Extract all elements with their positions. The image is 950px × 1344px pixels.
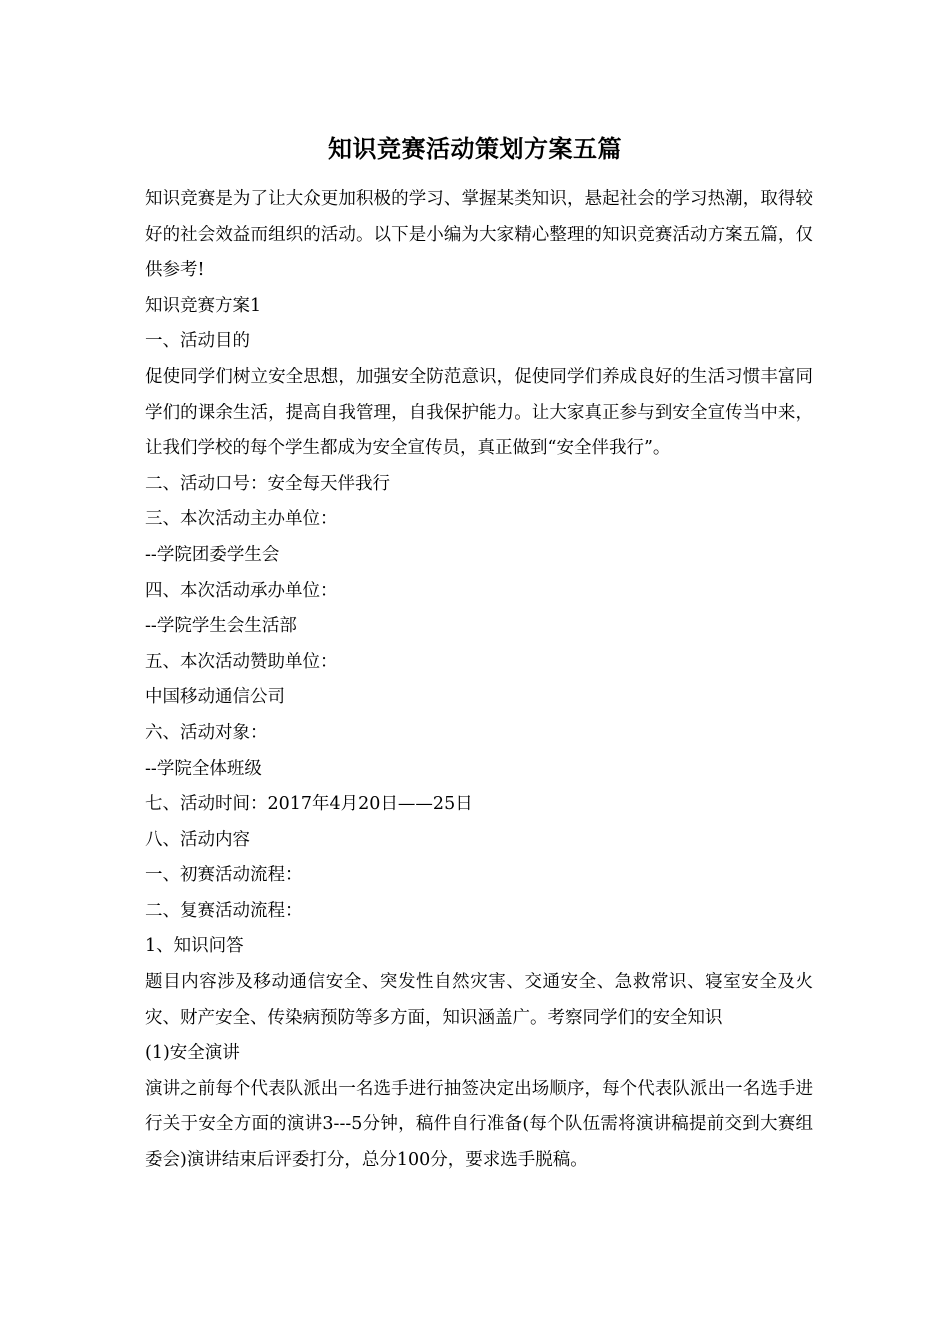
paragraph-undertaker-heading: 四、本次活动承办单位： — [145, 580, 338, 601]
paragraph-sponsor: 中国移动通信公司 — [145, 687, 285, 708]
paragraph-plan-heading: 知识竞赛方案1 — [145, 295, 262, 316]
paragraph-organizer: --学院团委学生会 — [145, 544, 280, 565]
paragraph-quiz-text: 题目内容涉及移动通信安全、突发性自然灾害、交通安全、急救常识、寝室安全及火灾、财产安全、传染病预防等多方面，知识涵盖广。考察同学们的安全知识 — [145, 972, 813, 1028]
paragraph-quiz-heading: 1、知识问答 — [145, 936, 244, 957]
paragraph-audience: --学院全体班级 — [145, 758, 262, 779]
paragraph-content-heading: 八、活动内容 — [145, 829, 250, 850]
paragraph-intro: 知识竞赛是为了让大众更加积极的学习、掌握某类知识，悬起社会的学习热潮，取得较好的社会效益而组织的活动。以下是小编为大家精心整理的知识竞赛活动方案五篇，仅供参考! — [145, 189, 813, 281]
paragraph-undertaker: --学院学生会生活部 — [145, 616, 297, 637]
paragraph-time: 七、活动时间：2017年4月20日——25日 — [145, 794, 473, 815]
paragraph-rematch: 二、复赛活动流程： — [145, 900, 303, 921]
paragraph-speech-text: 演讲之前每个代表队派出一名选手进行抽签决定出场顺序，每个代表队派出一名选手进行关于安全方面的演讲3---5分钟，稿件自行准备(每个队伍需将演讲稿提前交到大赛组委会)演讲结束后评委打分，总分100分，要求选手脱稿。 — [145, 1078, 813, 1171]
paragraph-audience-heading: 六、活动对象： — [145, 722, 268, 743]
paragraph-preliminary: 一、初赛活动流程： — [145, 865, 303, 886]
paragraph-sponsor-heading: 五、本次活动赞助单位： — [145, 651, 338, 672]
paragraph-section-purpose: 一、活动目的 — [145, 331, 250, 352]
paragraph-speech-heading: (1)安全演讲 — [145, 1043, 240, 1064]
paragraph-purpose-text: 促使同学们树立安全思想，加强安全防范意识，促使同学们养成良好的生活习惯丰富同学们的课余生活，提高自我管理，自我保护能力。让大家真正参与到安全宣传当中来，让我们学校的每个学生都成为安全宣传员，真正做到“安全伴我行”。 — [145, 366, 813, 459]
paragraph-organizer-heading: 三、本次活动主办单位： — [145, 509, 338, 530]
document-body — [145, 182, 813, 1179]
document-title: 知识竞赛活动策划方案五篇 — [328, 134, 622, 163]
paragraph-slogan: 二、活动口号：安全每天伴我行 — [145, 473, 390, 494]
